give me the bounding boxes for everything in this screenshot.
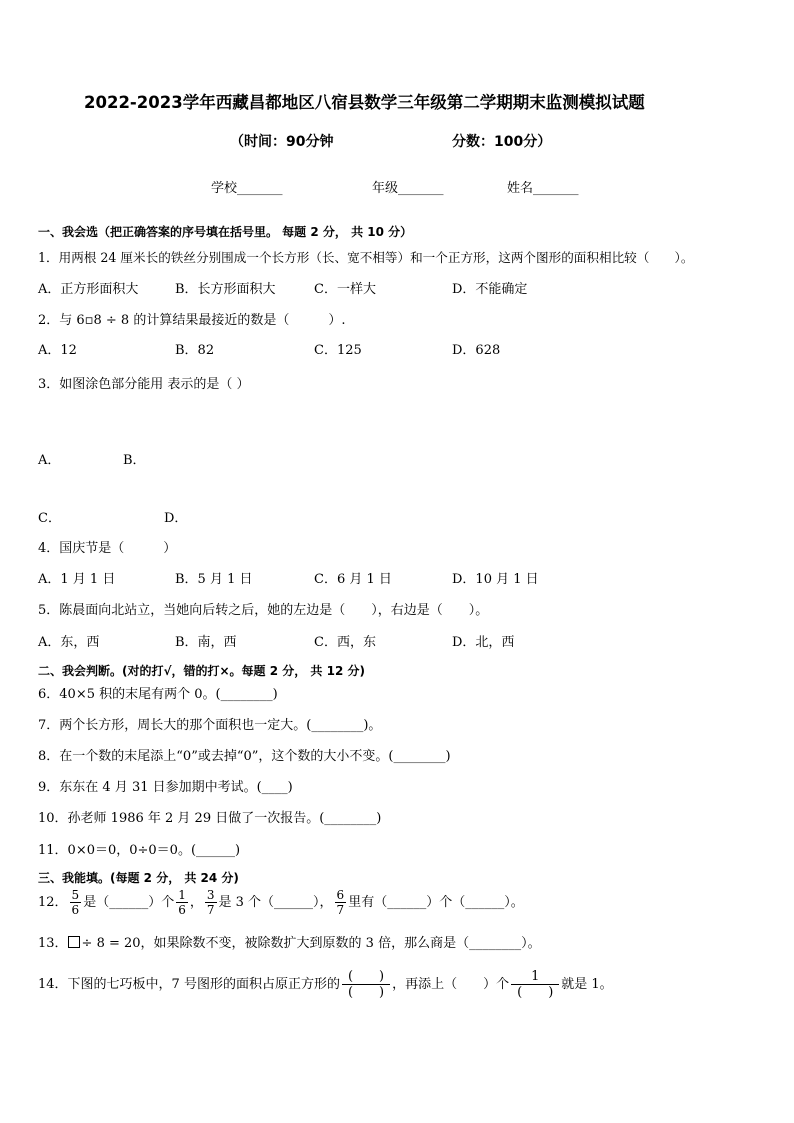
fraction-blank: $\frac{( )}{( )}$ bbox=[342, 970, 390, 999]
fraction-5-6: $\frac{5}{6}$ bbox=[71, 888, 80, 917]
fraction-3-7: $\frac{3}{7}$ bbox=[206, 888, 215, 917]
page-title: 2022-2023学年西藏昌都地区八宿县数学三年级第二学期期末监测模拟试题 bbox=[84, 93, 645, 112]
q2-option-b: B．82 bbox=[175, 343, 215, 358]
question-12: 12． $\frac{5}{6}$ 是（______）个 $\frac{1}{6}$ ， $\frac{3}{7}$ 是 3 个（______）， $\frac{6}{7}$ 里有（______）个（______）。 bbox=[38, 888, 524, 917]
q3-option-d: D． bbox=[164, 511, 188, 526]
q4-option-d: D．10 月 1 日 bbox=[452, 572, 539, 587]
fraction-6-7: $\frac{6}{7}$ bbox=[336, 888, 345, 917]
section-1-heading: 一、我会选（把正确答案的序号填在括号里。 每题 2 分， 共 10 分） bbox=[38, 225, 413, 239]
q5-option-a: A．东，西 bbox=[38, 635, 100, 650]
blank-square-icon bbox=[68, 936, 80, 948]
grade-field: 年级_______ bbox=[372, 181, 444, 196]
q3-option-a: A． bbox=[38, 453, 61, 468]
q5-option-c: C．西，东 bbox=[314, 635, 376, 650]
q2-option-c: C．125 bbox=[314, 343, 362, 358]
fraction-1-6: $\frac{1}{6}$ bbox=[178, 888, 186, 917]
question-4: 4．国庆节是（ ） bbox=[38, 541, 177, 556]
name-field: 姓名_______ bbox=[507, 181, 579, 196]
question-7: 7．两个长方形，周长大的那个面积也一定大。(________)。 bbox=[38, 718, 382, 733]
school-field: 学校_______ bbox=[211, 181, 283, 196]
question-10: 10．孙老师 1986 年 2 月 29 日做了一次报告。(________) bbox=[38, 811, 382, 826]
question-8: 8．在一个数的末尾添上“0”或去掉“0”，这个数的大小不变。(________) bbox=[38, 749, 451, 764]
section-3-heading: 三、我能填。(每题 2 分， 共 24 分) bbox=[38, 871, 239, 885]
q4-option-c: C．6 月 1 日 bbox=[314, 572, 392, 587]
q1-option-c: C．一样大 bbox=[314, 282, 376, 297]
question-14: 14．下图的七巧板中，7 号图形的面积占原正方形的 $\frac{( )}{( )}$ ，再添上（ ）个 $\frac{1}{( )}$ 就是 1。 bbox=[38, 969, 613, 1000]
q4-option-a: A．1 月 1 日 bbox=[38, 572, 116, 587]
section-2-heading: 二、我会判断。(对的打√，错的打×。每题 2 分， 共 12 分) bbox=[38, 664, 365, 678]
question-9: 9．东东在 4 月 31 日参加期中考试。(____) bbox=[38, 780, 293, 795]
question-11: 11．0×0＝0，0÷0＝0。(______) bbox=[38, 843, 241, 858]
q1-option-a: A．正方形面积大 bbox=[38, 282, 139, 297]
q3-option-b: B． bbox=[123, 453, 146, 468]
q2-option-d: D．628 bbox=[452, 343, 501, 358]
q5-option-d: D．北，西 bbox=[452, 635, 515, 650]
time-label: （时间：90分钟 bbox=[230, 134, 334, 150]
q1-option-d: D．不能确定 bbox=[452, 282, 528, 297]
q5-option-b: B．南，西 bbox=[175, 635, 237, 650]
q1-option-b: B．长方形面积大 bbox=[175, 282, 276, 297]
question-3: 3．如图涂色部分能用 表示的是（ ） bbox=[38, 377, 250, 392]
q2-option-a: A．12 bbox=[38, 343, 77, 358]
fraction-1-blank: $\frac{1}{( )}$ bbox=[511, 970, 559, 999]
question-13: 13． ÷ 8 = 20，如果除数不变，被除数扩大到原数的 3 倍，那么商是（________）。 bbox=[38, 936, 541, 951]
score-label: 分数：100分） bbox=[452, 134, 552, 150]
question-2: 2．与 6▫8 ÷ 8 的计算结果最接近的数是（ ）. bbox=[38, 313, 346, 328]
question-6: 6．40×5 积的末尾有两个 0。(________) bbox=[38, 687, 278, 702]
q3-option-c: C． bbox=[38, 511, 61, 526]
q4-option-b: B．5 月 1 日 bbox=[175, 572, 253, 587]
question-5: 5．陈晨面向北站立，当她向后转之后，她的左边是（ ），右边是（ ）。 bbox=[38, 603, 489, 618]
question-1: 1．用两根 24 厘米长的铁丝分别围成一个长方形（长、宽不相等）和一个正方形，这两个图形的面积相比较（ ）。 bbox=[38, 250, 694, 265]
